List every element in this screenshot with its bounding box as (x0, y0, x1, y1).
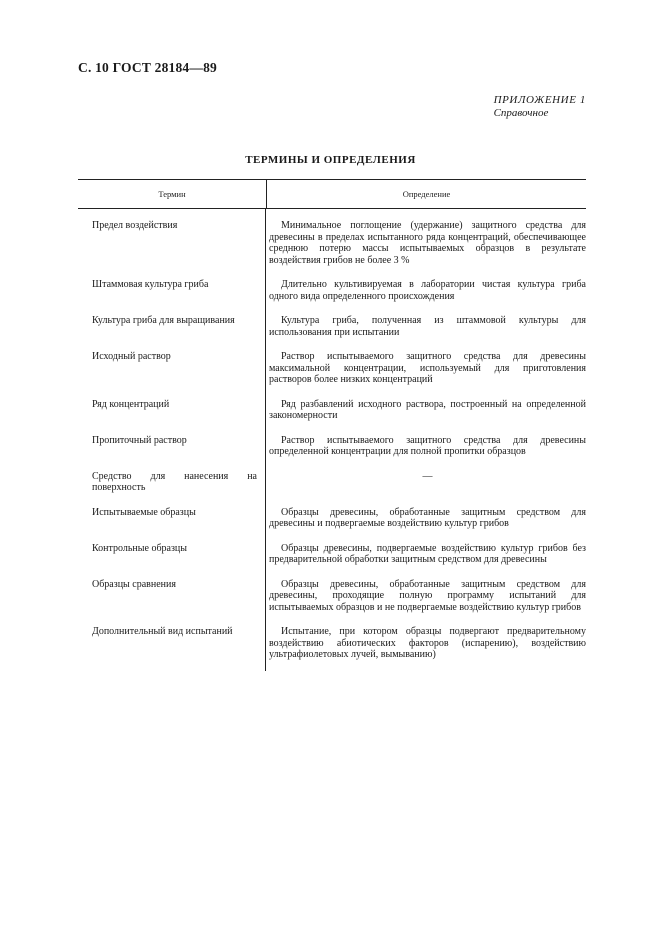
table-row (78, 504, 586, 540)
terms-table (78, 179, 586, 671)
table-row (78, 312, 586, 348)
definition-cell: Длительно культивируемая в лаборатории чистая культура гриба одного вида определенного происхождения (269, 279, 586, 302)
table-row (78, 468, 586, 504)
appendix-subtitle: Справочное (493, 107, 549, 119)
term-cell: Дополнительный вид испытаний (78, 623, 266, 671)
term-cell: Культура гриба для выращивания (78, 312, 266, 348)
table-body (78, 209, 586, 671)
table-row (78, 209, 586, 276)
term-cell: Исходный раствор (78, 348, 266, 396)
page-header: С. 10 ГОСТ 28184—89 (78, 60, 217, 75)
definition-cell: — (422, 470, 433, 482)
appendix-block (494, 94, 586, 120)
term-cell: Штаммовая культура гриба (78, 276, 266, 312)
table-row (78, 348, 586, 396)
term-cell: Контрольные образцы (78, 540, 266, 576)
term-cell: Предел воздействия (78, 209, 266, 276)
table-row (78, 540, 586, 576)
definition-cell: Испытание, при котором образцы подвергают предварительному воздействию абиотических факторов (испарению), воздействию ультрафиолетовых лучей, вымыванию) (269, 626, 586, 660)
definition-cell: Минимальное поглощение (удержание) защитного средства для древесины в пределах испытанного ряда концентраций, обеспечивающее среднюю потерю массы испытываемых образцов в результате воздействия грибов не более 3 % (269, 220, 586, 266)
table-row (78, 576, 586, 624)
column-header-definition: Определение (402, 189, 451, 199)
table-row (78, 623, 586, 671)
table-row (78, 276, 586, 312)
term-cell: Образцы сравнения (78, 576, 266, 624)
term-cell: Ряд концентраций (78, 396, 266, 432)
table-header-row (78, 180, 586, 209)
definition-cell: Раствор испытываемого защитного средства для древесины максимальной концентрации, используемый для приготовления растворов более низких концентраций (269, 351, 586, 385)
definition-cell: Раствор испытываемого защитного средства для древесины определенной концентрации для полной пропитки образцов (269, 434, 586, 457)
term-cell: Испытываемые образцы (78, 504, 266, 540)
column-header-term: Термин (78, 180, 267, 208)
term-cell: Пропиточный раствор (78, 432, 266, 468)
definition-cell: Образцы древесины, подвергаемые воздействию культур грибов без предварительной обработки защитным средством для древесины (269, 542, 586, 565)
definition-cell: Образцы древесины, обработанные защитным средством для древесины и подвергаемые воздействию культур грибов (269, 506, 586, 529)
table-row (78, 396, 586, 432)
document-title: ТЕРМИНЫ И ОПРЕДЕЛЕНИЯ (245, 154, 416, 166)
definition-cell: Культура гриба, полученная из штаммовой культуры для использования при испытании (269, 315, 586, 338)
definition-cell: Образцы древесины, обработанные защитным средством для древесины, проходящие полную программу испытаний для испытываемых образцов и не подвергаемые воздействию культур грибов (269, 578, 586, 613)
term-cell: Средство для нанесения на поверхность (78, 468, 266, 504)
definition-cell: Ряд разбавлений исходного раствора, построенный на определенной закономерности (269, 398, 586, 421)
table-row (78, 432, 586, 468)
appendix-title: ПРИЛОЖЕНИЕ 1 (493, 94, 586, 106)
